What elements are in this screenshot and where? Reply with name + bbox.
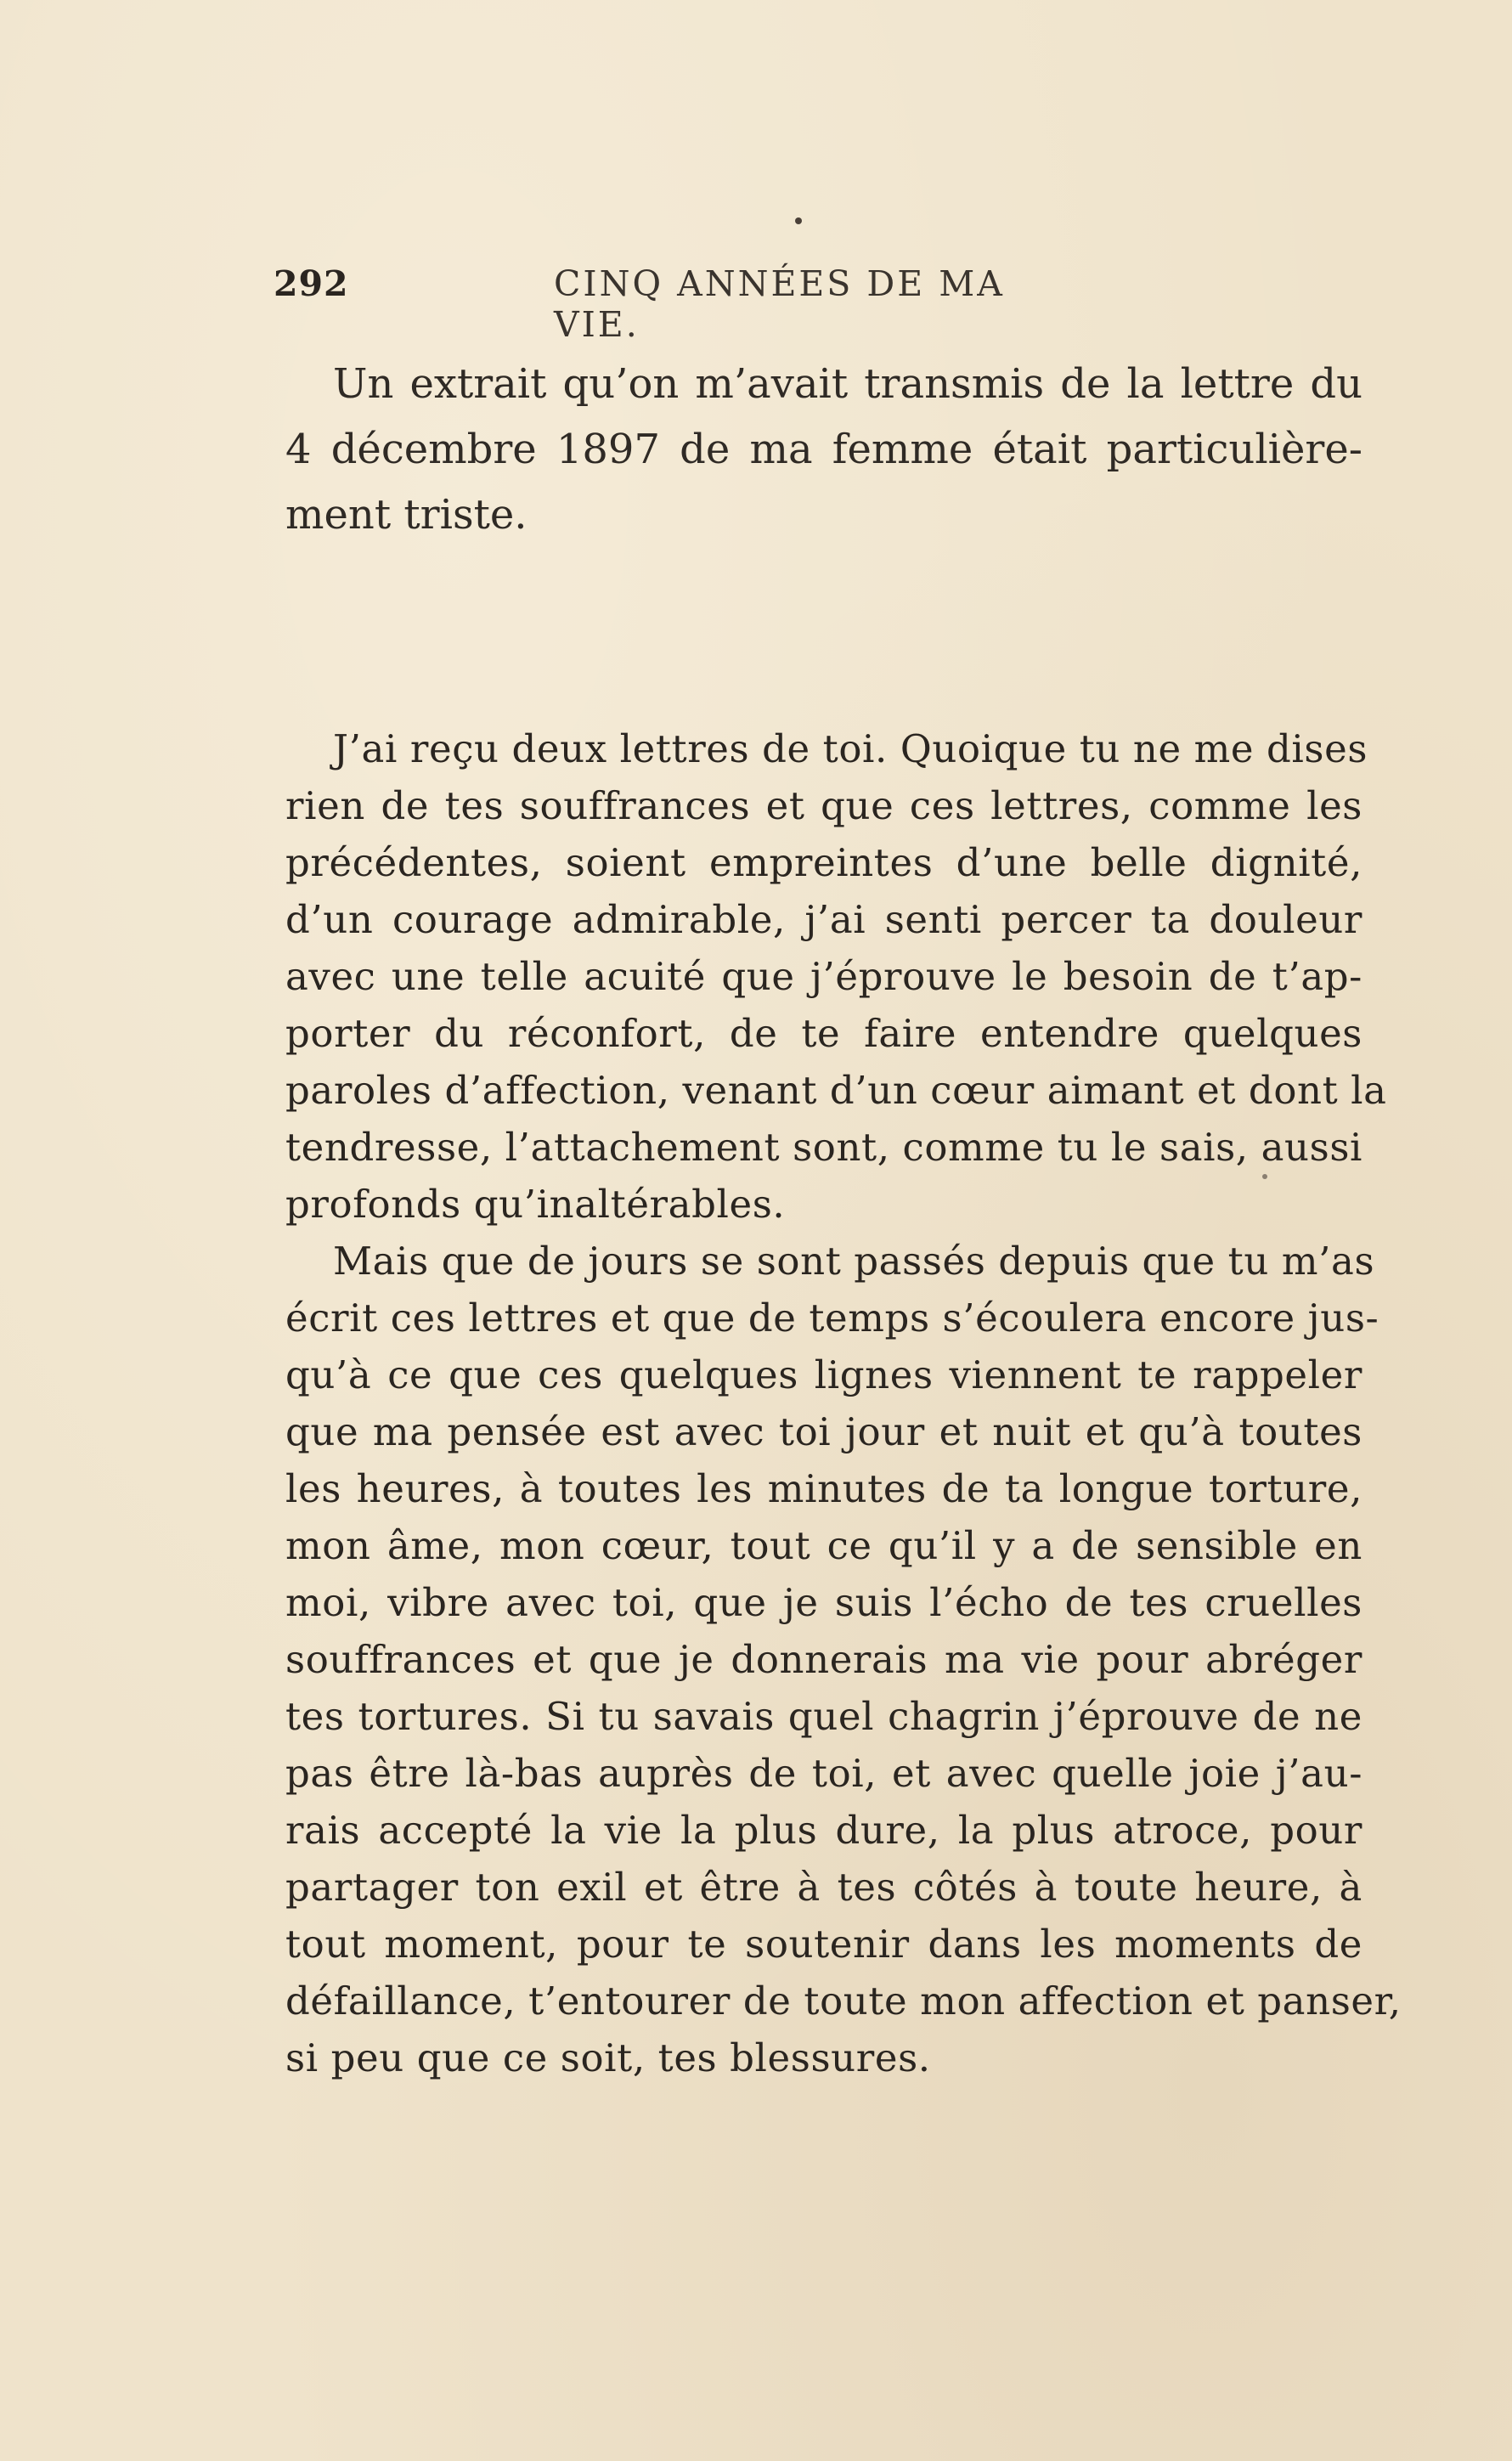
text-line: ment triste. [285, 491, 528, 539]
running-title: CINQ ANNÉES DE MA VIE. [554, 263, 1005, 345]
text-line: Un extrait qu’on m’avait transmis de la lettre du [333, 360, 1362, 408]
ink-speck [795, 217, 802, 224]
text-line: rien de tes souffrances et que ces lettres, comme les [285, 783, 1362, 828]
intro-paragraph [285, 352, 1362, 548]
text-line: défaillance, t’entourer de toute mon affection et panser, [285, 1978, 1402, 2024]
text-line: si peu que ce soit, tes blessures. [285, 2035, 931, 2080]
text-line: moi, vibre avec toi, que je suis l’écho de tes cruelles [285, 1580, 1362, 1625]
text-line: que ma pensée est avec toi jour et nuit et qu’à toutes [285, 1409, 1362, 1454]
text-line: souffrances et que je donnerais ma vie pour abréger [285, 1637, 1362, 1682]
text-line: rais accepté la vie la plus dure, la plus atroce, pour [285, 1808, 1362, 1853]
text-line: Mais que de jours se sont passés depuis que tu m’as [333, 1239, 1375, 1284]
text-line: porter du réconfort, de te faire entendre quelques [285, 1011, 1362, 1056]
letter-paragraph [285, 720, 1387, 1233]
text-line: J’ai reçu deux lettres de toi. Quoique tu ne me dises [333, 726, 1368, 771]
text-line: mon âme, mon cœur, tout ce qu’il y a de sensible en [285, 1523, 1362, 1568]
text-line: d’un courage admirable, j’ai senti percer ta douleur [285, 897, 1362, 942]
page-header [274, 263, 1080, 345]
text-line: pas être là-bas auprès de toi, et avec quelle joie j’au- [285, 1751, 1362, 1796]
text-line: tendresse, l’attachement sont, comme tu le sais, aussi [285, 1125, 1363, 1170]
text-line: écrit ces lettres et que de temps s’écoulera encore jus- [285, 1295, 1379, 1341]
text-line: tout moment, pour te soutenir dans les moments de [285, 1922, 1362, 1967]
text-line: tes tortures. Si tu savais quel chagrin j’éprouve de ne [285, 1694, 1362, 1739]
text-line: précédentes, soient empreintes d’une belle dignité, [285, 840, 1362, 885]
page-number: 292 [274, 263, 349, 304]
text-line: partager ton exil et être à tes côtés à toute heure, à [285, 1865, 1362, 1910]
text-line: 4 décembre 1897 de ma femme était particulière- [285, 426, 1362, 473]
letter-quote [285, 720, 1402, 2086]
text-line: paroles d’affection, venant d’un cœur aimant et dont la [285, 1068, 1387, 1113]
text-line: avec une telle acuité que j’éprouve le besoin de t’ap- [285, 954, 1362, 999]
text-line: les heures, à toutes les minutes de ta longue torture, [285, 1466, 1362, 1511]
text-line: profonds qu’inaltérables. [285, 1182, 786, 1227]
letter-paragraph [285, 1233, 1402, 2086]
text-line: qu’à ce que ces quelques lignes viennent te rappeler [285, 1352, 1362, 1397]
